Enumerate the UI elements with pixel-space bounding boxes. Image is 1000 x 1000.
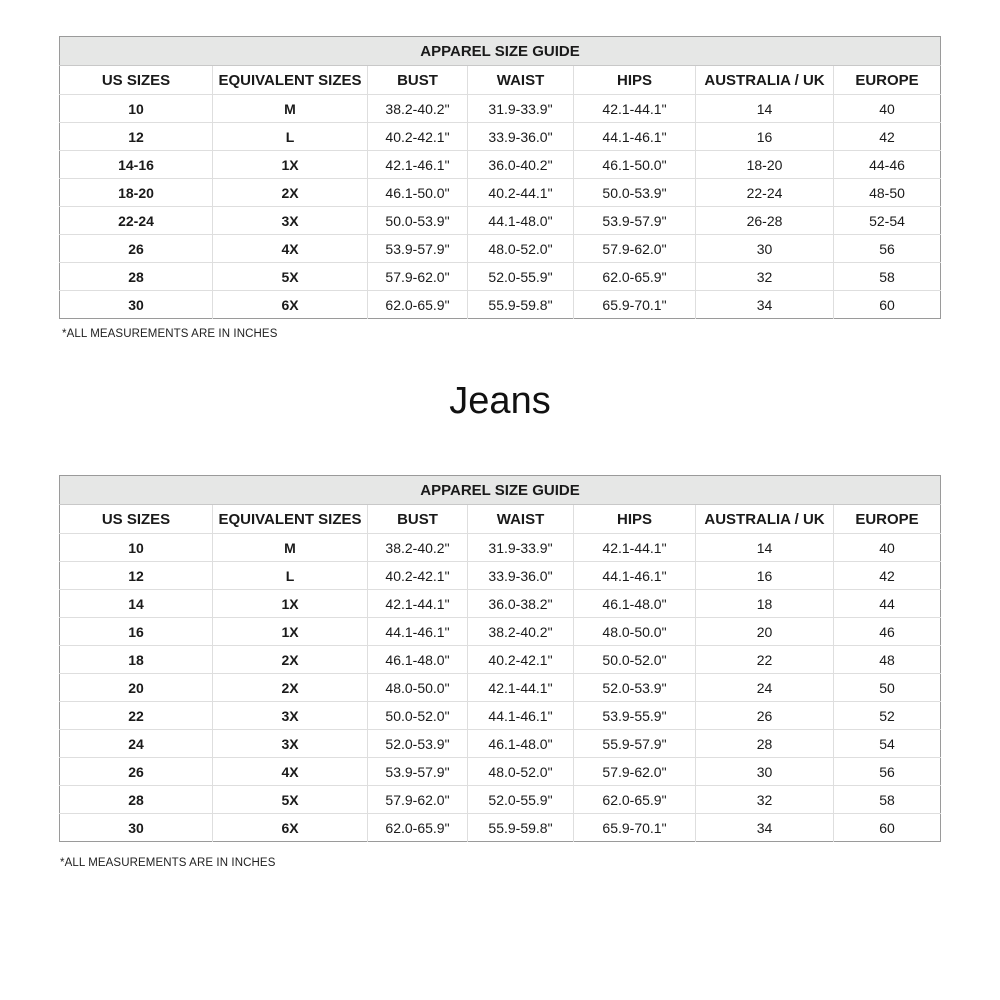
table-cell: 52-54 [834, 207, 941, 235]
table-cell: 42.1-44.1" [574, 534, 696, 562]
table-cell: 52.0-53.9" [574, 674, 696, 702]
table-cell: 40.2-44.1" [468, 179, 574, 207]
table-cell: 40.2-42.1" [368, 123, 468, 151]
table-cell: 53.9-55.9" [574, 702, 696, 730]
table-cell: 2X [213, 179, 368, 207]
table-cell: 48.0-52.0" [468, 235, 574, 263]
column-header-row [60, 66, 941, 95]
table-row [60, 263, 941, 291]
table-cell: 46.1-48.0" [468, 730, 574, 758]
table-row [60, 534, 941, 562]
table-cell: 30 [696, 758, 834, 786]
table-cell: 2X [213, 674, 368, 702]
table-cell: 50 [834, 674, 941, 702]
table-cell: 3X [213, 702, 368, 730]
table-cell: 14 [696, 534, 834, 562]
table-cell: 30 [60, 291, 213, 319]
table-cell: 16 [696, 562, 834, 590]
table-cell: 14-16 [60, 151, 213, 179]
column-header: HIPS [574, 505, 696, 534]
table-cell: 38.2-40.2" [368, 534, 468, 562]
table-cell: L [213, 123, 368, 151]
column-header: WAIST [468, 66, 574, 95]
table-title: APPAREL SIZE GUIDE [60, 476, 941, 505]
table-cell: 36.0-40.2" [468, 151, 574, 179]
table-cell: 32 [696, 786, 834, 814]
table-cell: 22-24 [696, 179, 834, 207]
table-cell: 22 [60, 702, 213, 730]
column-header: EUROPE [834, 505, 941, 534]
table-cell: 40.2-42.1" [468, 646, 574, 674]
table-cell: 36.0-38.2" [468, 590, 574, 618]
table-cell: 46.1-48.0" [368, 646, 468, 674]
table-cell: 12 [60, 123, 213, 151]
table-cell: 50.0-52.0" [368, 702, 468, 730]
table-cell: 58 [834, 786, 941, 814]
table-cell: 28 [60, 786, 213, 814]
column-header: HIPS [574, 66, 696, 95]
table-cell: 3X [213, 207, 368, 235]
table-row [60, 758, 941, 786]
table-cell: 62.0-65.9" [368, 814, 468, 842]
table-cell: 31.9-33.9" [468, 95, 574, 123]
table-cell: 22-24 [60, 207, 213, 235]
column-header: US SIZES [60, 505, 213, 534]
column-header-row [60, 505, 941, 534]
table-cell: 28 [60, 263, 213, 291]
table-cell: 1X [213, 590, 368, 618]
table-row [60, 179, 941, 207]
table-cell: 40 [834, 95, 941, 123]
table-cell: 52 [834, 702, 941, 730]
table-cell: 16 [696, 123, 834, 151]
table-cell: 65.9-70.1" [574, 291, 696, 319]
table-row [60, 562, 941, 590]
table-cell: 65.9-70.1" [574, 814, 696, 842]
table-cell: 3X [213, 730, 368, 758]
table-cell: 34 [696, 291, 834, 319]
table-cell: 33.9-36.0" [468, 123, 574, 151]
table-row [60, 123, 941, 151]
table-cell: 10 [60, 95, 213, 123]
table-row [60, 235, 941, 263]
table-row [60, 674, 941, 702]
table-cell: 55.9-57.9" [574, 730, 696, 758]
table-cell: 48.0-52.0" [468, 758, 574, 786]
table-row [60, 618, 941, 646]
table-cell: 18 [696, 590, 834, 618]
table-cell: 54 [834, 730, 941, 758]
table-row [60, 95, 941, 123]
table-cell: 62.0-65.9" [574, 786, 696, 814]
table-cell: 4X [213, 235, 368, 263]
table-cell: 62.0-65.9" [574, 263, 696, 291]
table-cell: 46 [834, 618, 941, 646]
table-row [60, 814, 941, 842]
table-cell: 56 [834, 758, 941, 786]
table-cell: 40.2-42.1" [368, 562, 468, 590]
measurement-note: *ALL MEASUREMENTS ARE IN INCHES [60, 857, 276, 869]
table-cell: 30 [696, 235, 834, 263]
table-cell: 34 [696, 814, 834, 842]
table-cell: 44 [834, 590, 941, 618]
table-cell: 48 [834, 646, 941, 674]
table-cell: 32 [696, 263, 834, 291]
table-cell: 55.9-59.8" [468, 291, 574, 319]
table-cell: L [213, 562, 368, 590]
table-cell: 53.9-57.9" [574, 207, 696, 235]
table-cell: 44-46 [834, 151, 941, 179]
column-header: AUSTRALIA / UK [696, 505, 834, 534]
column-header: AUSTRALIA / UK [696, 66, 834, 95]
table-cell: 18 [60, 646, 213, 674]
table-row [60, 207, 941, 235]
table-cell: 53.9-57.9" [368, 758, 468, 786]
table-cell: 46.1-48.0" [574, 590, 696, 618]
table-cell: 60 [879, 296, 895, 313]
table-cell: 38.2-40.2" [468, 618, 574, 646]
table-cell: 50.0-53.9" [574, 179, 696, 207]
table-title: APPAREL SIZE GUIDE [60, 37, 941, 66]
table-cell: 31.9-33.9" [468, 534, 574, 562]
table-cell: 6X [213, 291, 368, 319]
table-cell: 44.1-46.1" [368, 618, 468, 646]
measurement-note: *ALL MEASUREMENTS ARE IN INCHES [62, 328, 278, 340]
table-cell: 58 [834, 263, 941, 291]
table-cell: 50.0-53.9" [368, 207, 468, 235]
table-cell: 50.0-52.0" [574, 646, 696, 674]
table-cell: 57.9-62.0" [368, 786, 468, 814]
table-body [60, 534, 941, 842]
table-cell: 44.1-46.1" [468, 702, 574, 730]
table-cell: 2X [213, 646, 368, 674]
apparel-size-table-1 [59, 36, 941, 319]
table-cell: 38.2-40.2" [368, 95, 468, 123]
table-cell: 42.1-44.1" [468, 674, 574, 702]
table-cell: 62.0-65.9" [368, 291, 468, 319]
table-cell: M [213, 95, 368, 123]
table-row [60, 590, 941, 618]
table-cell: 14 [696, 95, 834, 123]
table-cell: 53.9-57.9" [368, 235, 468, 263]
table-cell: 22 [696, 646, 834, 674]
column-header: BUST [368, 505, 468, 534]
table-cell: 42.1-44.1" [574, 95, 696, 123]
table-cell: 1X [213, 618, 368, 646]
table-cell: 14 [60, 590, 213, 618]
table-cell: 46.1-50.0" [368, 179, 468, 207]
table-cell: 55.9-59.8" [468, 814, 574, 842]
table-cell: 26 [696, 702, 834, 730]
table-row [60, 646, 941, 674]
table-cell: 16 [60, 618, 213, 646]
table-cell: 42 [834, 123, 941, 151]
table-cell: 46.1-50.0" [574, 151, 696, 179]
table-cell: 52.0-55.9" [468, 263, 574, 291]
table-cell: 26 [60, 235, 213, 263]
table-cell: 42 [834, 562, 941, 590]
table-cell: 52.0-53.9" [368, 730, 468, 758]
table-cell: 48.0-50.0" [368, 674, 468, 702]
table-cell: 4X [213, 758, 368, 786]
table-cell: 33.9-36.0" [468, 562, 574, 590]
table-row [60, 786, 941, 814]
table-row [60, 151, 941, 179]
table-row [60, 702, 941, 730]
table-cell: M [213, 534, 368, 562]
table-cell: 60 [879, 819, 895, 836]
table-cell: 40 [834, 534, 941, 562]
column-header: BUST [368, 66, 468, 95]
column-header: WAIST [468, 505, 574, 534]
table-cell: 57.9-62.0" [574, 235, 696, 263]
table-cell: 44.1-46.1" [574, 123, 696, 151]
table-cell: 18-20 [60, 179, 213, 207]
table-cell: 18-20 [696, 151, 834, 179]
table-cell: 24 [696, 674, 834, 702]
table-cell: 30 [60, 814, 213, 842]
table-cell: 56 [834, 235, 941, 263]
column-header: EQUIVALENT SIZES [213, 66, 368, 95]
column-header: EUROPE [834, 66, 941, 95]
table-cell: 5X [213, 786, 368, 814]
table-cell: 48-50 [834, 179, 941, 207]
column-header: EQUIVALENT SIZES [213, 505, 368, 534]
table-cell: 52.0-55.9" [468, 786, 574, 814]
table-cell: 57.9-62.0" [368, 263, 468, 291]
table-cell: 28 [696, 730, 834, 758]
section-title: Jeans [449, 380, 551, 422]
table-cell: 12 [60, 562, 213, 590]
column-header: US SIZES [60, 66, 213, 95]
table-cell: 42.1-46.1" [368, 151, 468, 179]
table-row [60, 730, 941, 758]
table-body [60, 95, 941, 319]
table-cell: 6X [213, 814, 368, 842]
table-cell: 48.0-50.0" [574, 618, 696, 646]
table-cell: 57.9-62.0" [574, 758, 696, 786]
table-cell: 24 [60, 730, 213, 758]
table-cell: 20 [696, 618, 834, 646]
table-cell: 44.1-48.0" [468, 207, 574, 235]
table-cell: 10 [60, 534, 213, 562]
apparel-size-table-2 [59, 475, 941, 842]
table-cell: 1X [213, 151, 368, 179]
table-cell: 42.1-44.1" [368, 590, 468, 618]
table-cell: 26 [60, 758, 213, 786]
table-cell: 44.1-46.1" [574, 562, 696, 590]
table-cell: 5X [213, 263, 368, 291]
table-cell: 20 [60, 674, 213, 702]
table-row [60, 291, 941, 319]
table-cell: 26-28 [696, 207, 834, 235]
